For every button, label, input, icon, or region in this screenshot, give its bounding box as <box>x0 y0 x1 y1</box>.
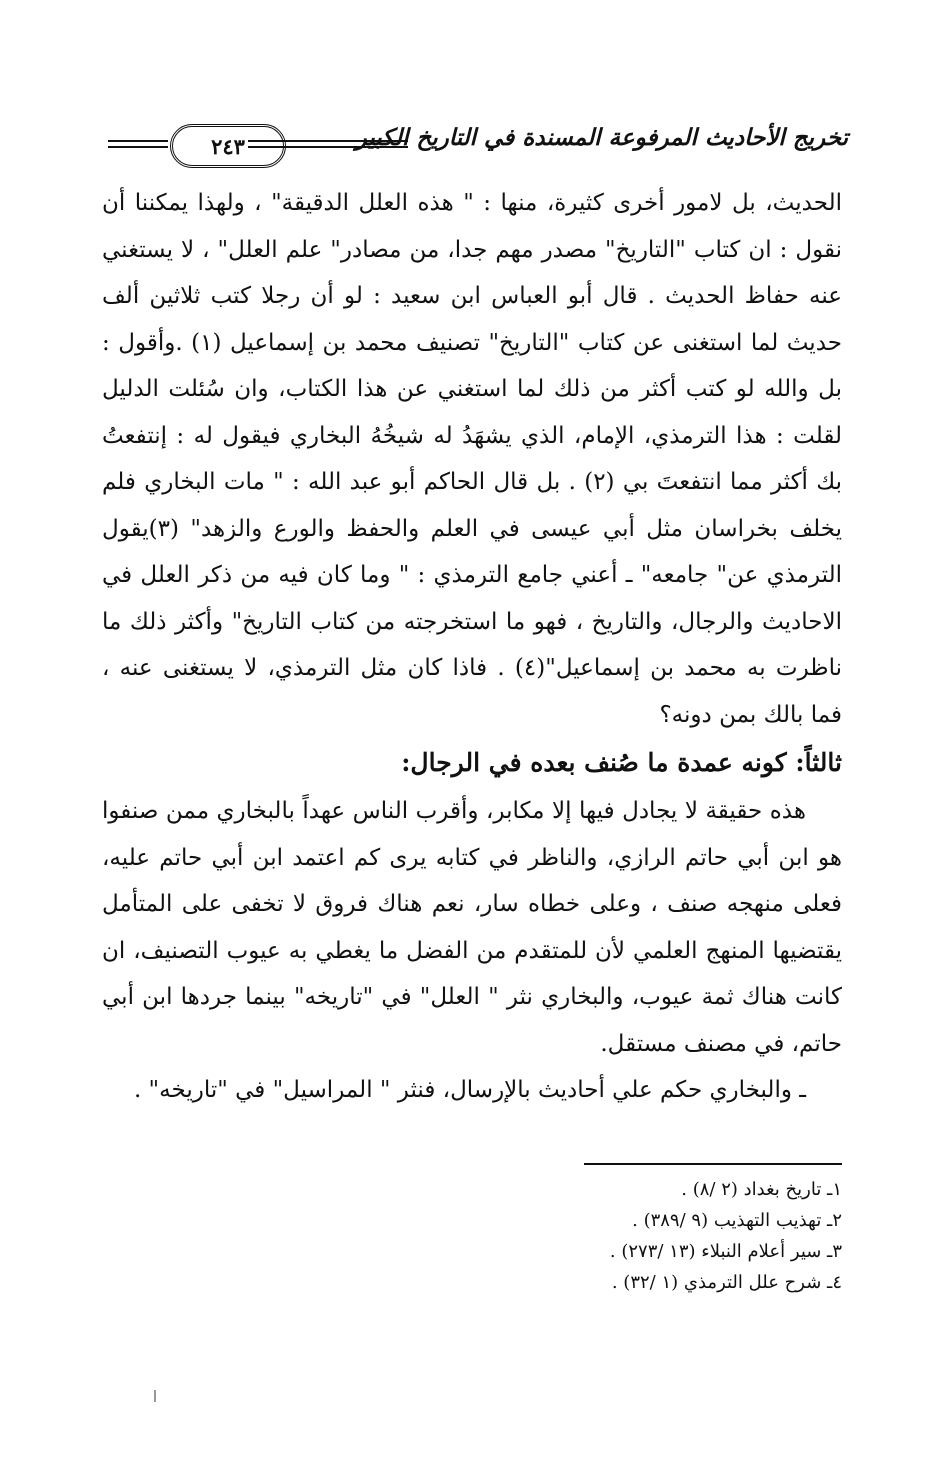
paragraph-2: هذه حقيقة لا يجادل فيها إلا مكابر، وأقرب الناس عهداً بالبخاري ممن صنفوا هو ابن أبي حاتم الرازي، والناظر في كتابه يرى كم اعتمد ابن أبي حاتم عليه، فعلى منهجه صنف ، وعلى خطاه سار، نعم هناك فروق لا تخفى على المتأمل يقتضيها المنهج العلمي لأن للمتقدم من الفضل ما يغطي به عيوب التصنيف، ان كانت هناك ثمة عيوب، والبخاري نثر " العلل" في "تاريخه" بينما جردها ابن أبي حاتم، في مصنف مستقل. <box>102 798 842 1057</box>
page-header <box>108 118 848 170</box>
scan-mark <box>154 1390 156 1402</box>
footnote-2: ٢ـ تهذيب التهذيب (٩ /٣٨٩) . <box>632 1210 842 1231</box>
footnote-4: ٤ـ شرح علل الترمذي (١ /٣٢) . <box>611 1272 842 1293</box>
footnote-3: ٣ـ سير أعلام النبلاء (١٣ /٢٧٣) . <box>609 1241 842 1262</box>
footnote-separator <box>584 1163 842 1165</box>
running-title: تخريج الأحاديث المرفوعة المسندة في التاريخ الكبير <box>355 124 848 151</box>
page-number: ٢٤٣ <box>170 124 286 168</box>
header-rule-left <box>108 140 168 142</box>
section-heading: ثالثاً: كونه عمدة ما صُنف بعده في الرجال: <box>401 748 842 777</box>
footnote-1: ١ـ تاريخ بغداد (٢ /٨) . <box>681 1179 842 1200</box>
paragraph-3: ـ والبخاري حكم علي أحاديث بالإرسال، فنثر " المراسيل" في "تاريخه" . <box>133 1077 806 1103</box>
footnotes <box>342 1174 842 1298</box>
paragraph-1: الحديث، بل لامور أخرى كثيرة، منها : " هذه العلل الدقيقة" ، ولهذا يمكننا أن نقول : ان كتاب "التاريخ" مصدر مهم جدا، من مصادر" علم العلل" ، لا يستغني عنه حفاظ الحديث . قال أبو العباس ابن سعيد : لو أن رجلا كتب ثلاثين ألف حديث لما استغنى عن كتاب "التاريخ" تصنيف محمد بن إسماعيل (١) .وأقول : بل والله لو كتب أكثر من ذلك لما استغني عن هذا الكتاب، وان سُئلت الدليل لقلت : هذا الترمذي، الإمام، الذي يشهَدُ له شيخُهُ البخاري فيقول له : إنتفعتُ بك أكثر مما انتفعتَ بي (٢) . بل قال الحاكم أبو عبد الله : " مات البخاري فلم يخلف بخراسان مثل أبي عيسى في العلم والحفظ والورع والزهد" (٣)يقول الترمذي عن" جامعه" ـ أعني جامع الترمذي : " وما كان فيه من ذكر العلل في الاحاديث والرجال، والتاريخ ، فهو ما استخرجته من كتاب التاريخ" وأكثر ذلك ما ناظرت به محمد بن إسماعيل"(٤) . فاذا كان مثل الترمذي، لا يستغنى عنه ، فما بالك بمن دونه؟ <box>102 190 843 728</box>
main-text <box>102 180 842 1114</box>
